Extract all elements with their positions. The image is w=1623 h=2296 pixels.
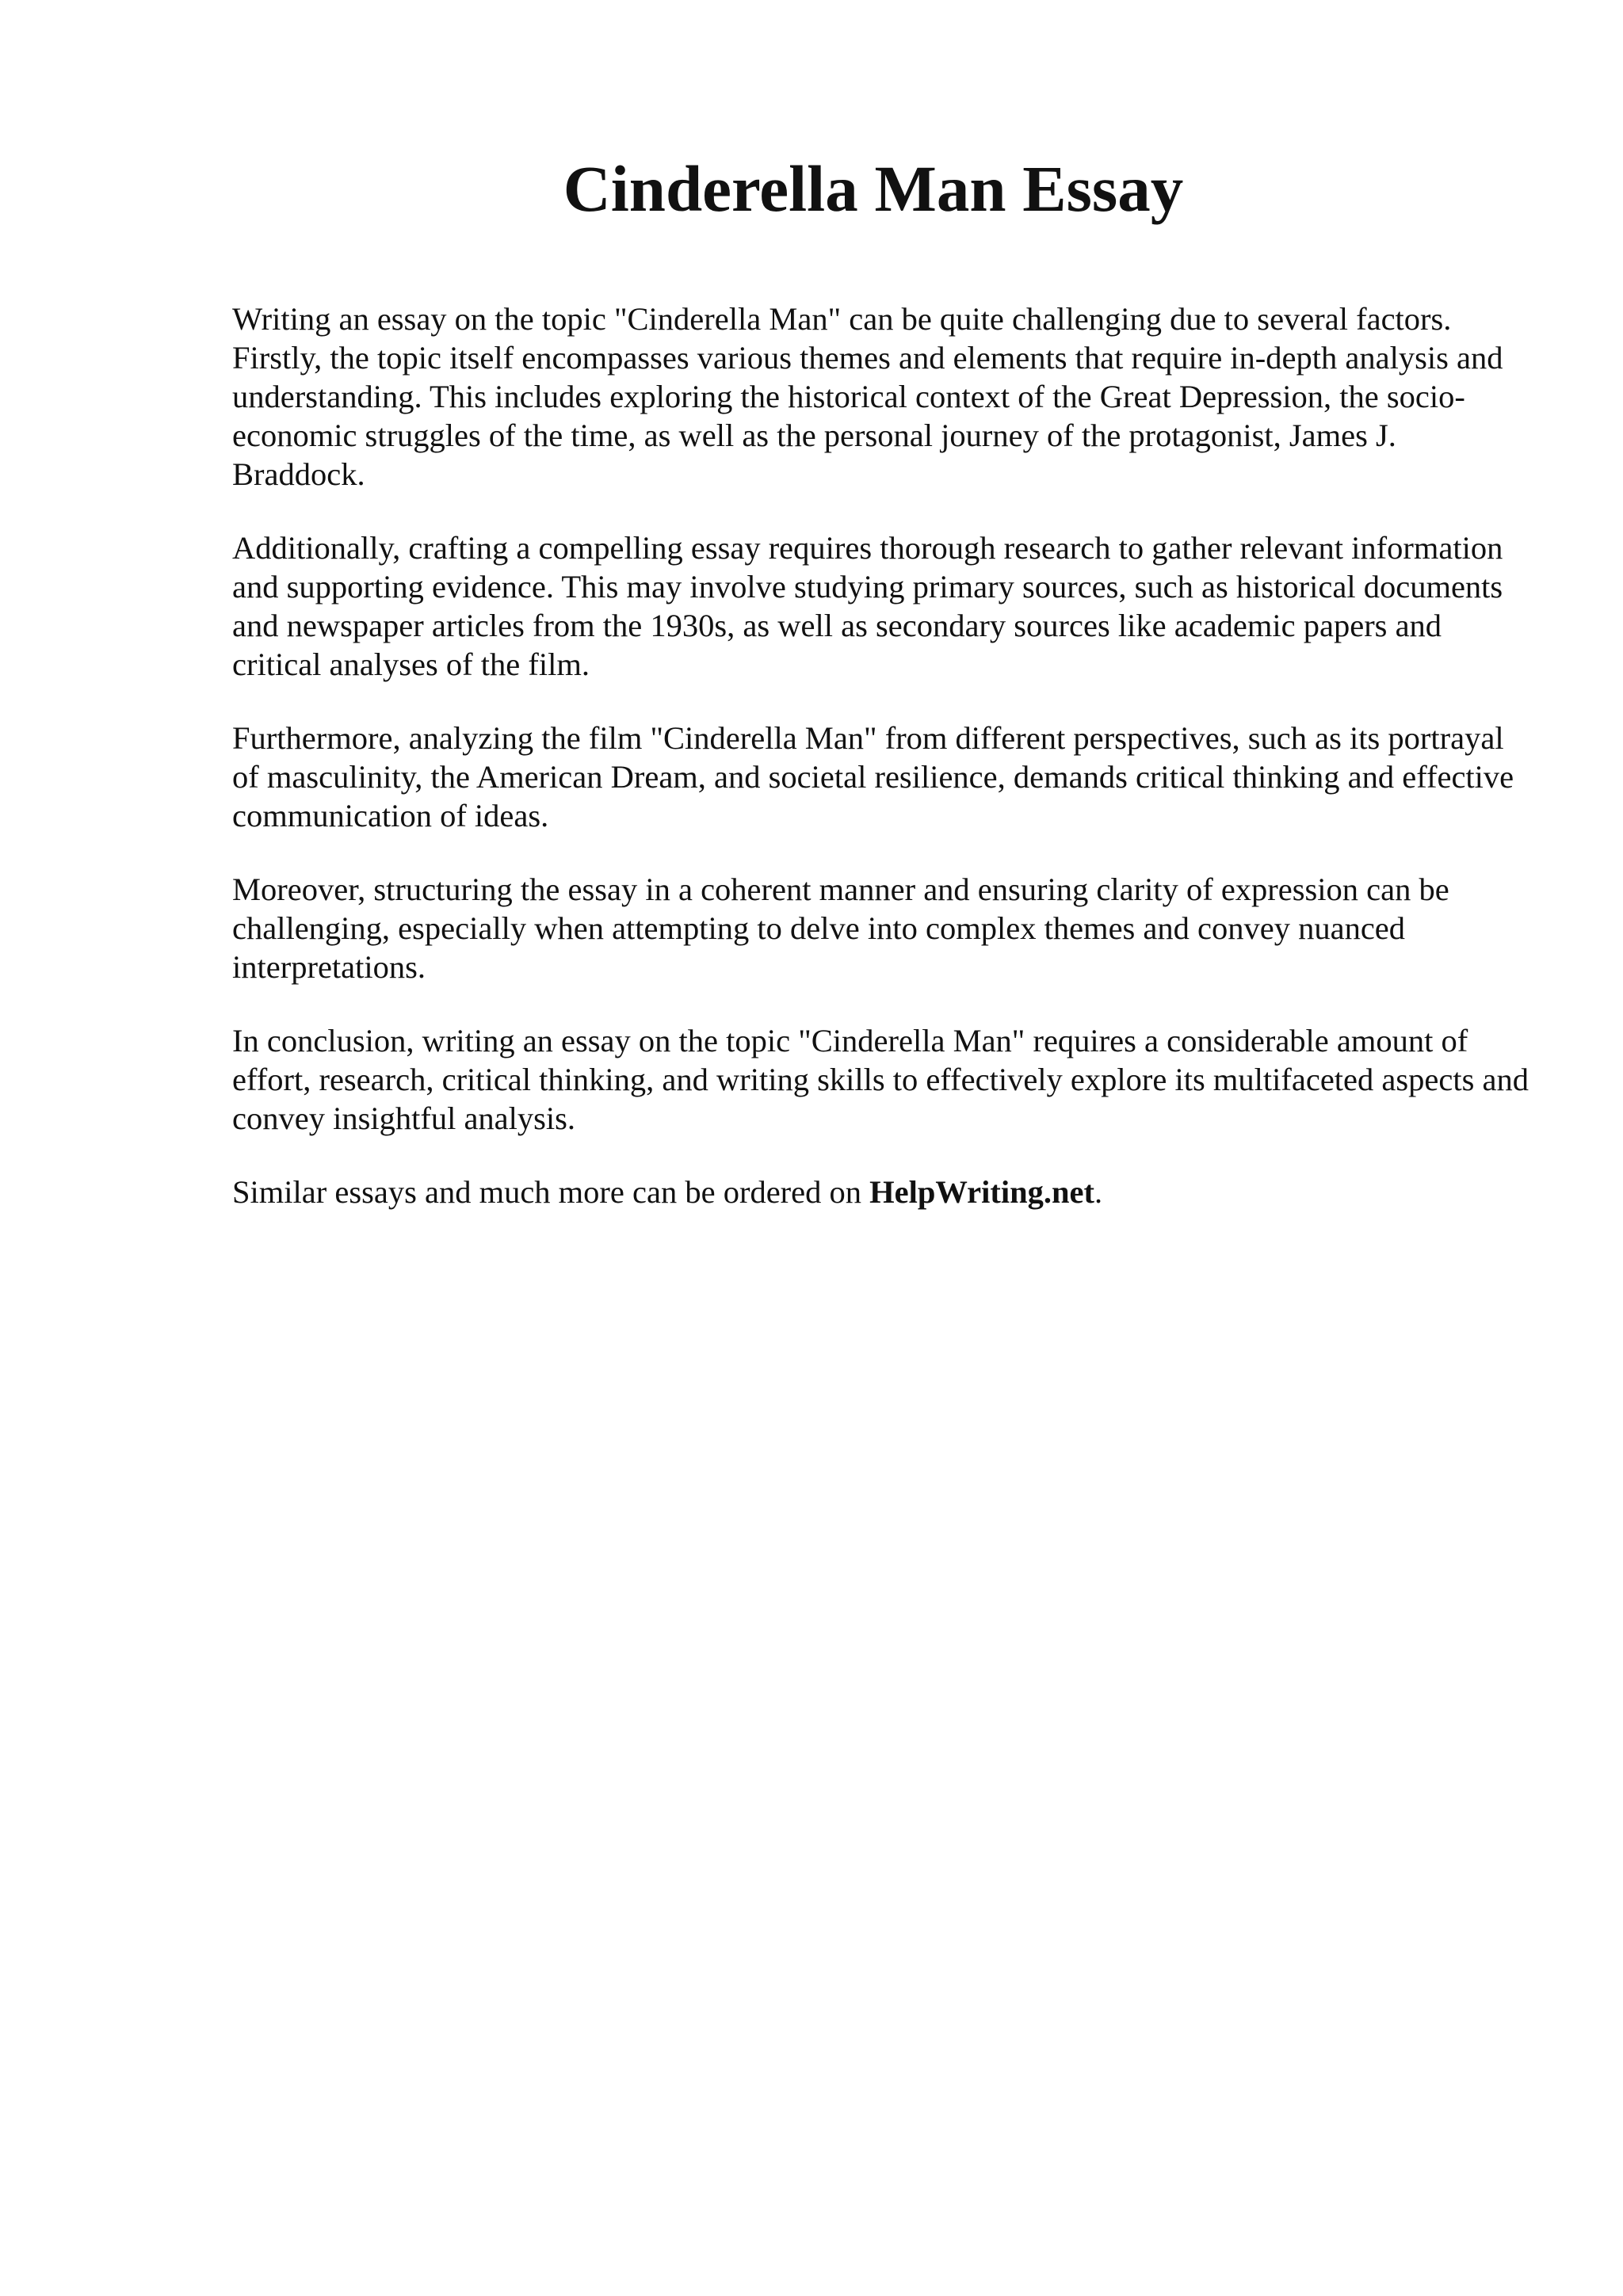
closing-line bbox=[232, 1173, 1532, 1211]
closing-prefix: Similar essays and much more can be ordered on bbox=[232, 1174, 870, 1210]
paragraph-4: Moreover, structuring the essay in a coherent manner and ensuring clarity of expression can be challenging, especially when attempting to delve into complex themes and convey nuanced interpretations. bbox=[232, 871, 1449, 985]
paragraph-5: In conclusion, writing an essay on the topic "Cinderella Man" requires a considerable amount of effort, research, critical thinking, and writing skills to effectively explore its multifaceted aspects and convey insightful analysis. bbox=[232, 1023, 1529, 1136]
helpwriting-link[interactable]: HelpWriting.net bbox=[869, 1174, 1095, 1210]
paragraph-1: Writing an essay on the topic "Cinderella Man" can be quite challenging due to several factors. Firstly, the topic itself encompasses various themes and elements that require in-depth analysis and understanding. This includes exploring the historical context of the Great Depression, the socio-economic struggles of the time, as well as the personal journey of the protagonist, James J. Braddock. bbox=[232, 301, 1503, 492]
document-body bbox=[232, 299, 1532, 1246]
document-title: Cinderella Man Essay bbox=[563, 152, 1184, 225]
closing-suffix: . bbox=[1094, 1174, 1103, 1210]
paragraph-3: Furthermore, analyzing the film "Cinderella Man" from different perspectives, such as its portrayal of masculinity, the American Dream, and societal resilience, demands critical thinking and effective communication of ideas. bbox=[232, 720, 1514, 833]
paragraph-2: Additionally, crafting a compelling essay requires thorough research to gather relevant information and supporting evidence. This may involve studying primary sources, such as historical documents and newspaper articles from the 1930s, as well as secondary sources like academic papers and critical analyses of the film. bbox=[232, 530, 1503, 682]
